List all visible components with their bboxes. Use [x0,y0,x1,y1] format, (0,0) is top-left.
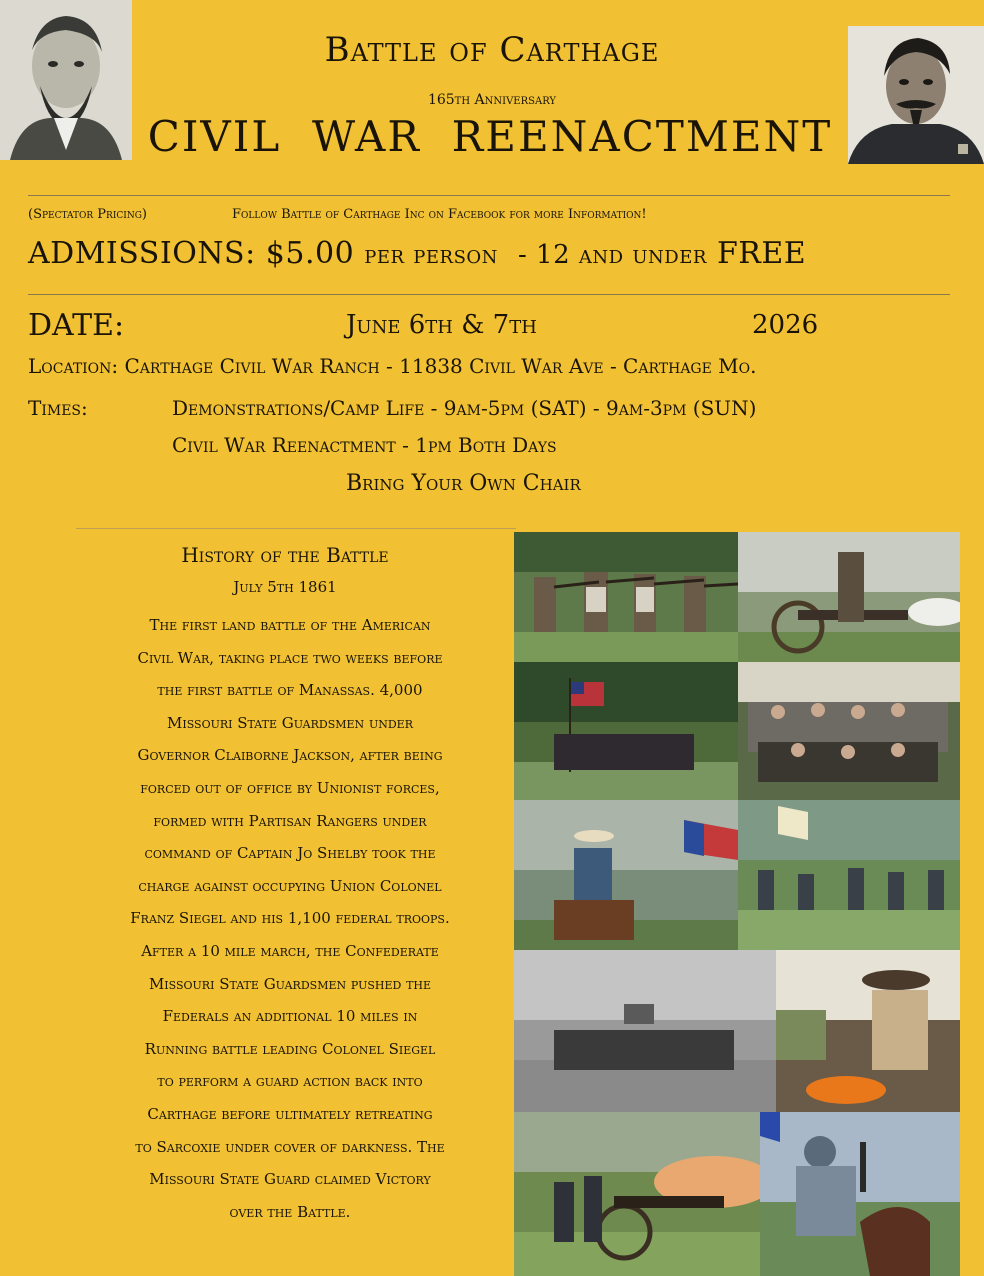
per-person-text: per person [364,240,498,270]
pricing-info-row [28,207,647,222]
history-line: After a 10 mile march, the Confederate [141,941,439,960]
spectator-pricing-label: (Spectator Pricing) [28,207,147,222]
photo-blacksmith [776,950,960,1112]
history-line: Carthage before ultimately retreating [147,1104,433,1123]
photo-infantry-firing [514,532,738,662]
history-line: Missouri State Guardsmen under [167,713,413,732]
history-line: The first land battle of the American [149,616,431,634]
bring-chair-note: Bring Your Own Chair [346,471,581,496]
history-line: Running battle leading Colonel Siegel [144,1039,436,1058]
history-line: Missouri State Guard claimed Victory [149,1170,431,1189]
history-line: to Sarcoxie under cover of darkness. The [135,1137,445,1156]
history-line: forced out of office by Unionist forces, [140,778,440,797]
history-line: the first battle of Manassas. 4,000 [157,681,423,700]
event-title-top: Battle of Carthage [324,30,660,70]
location-line: Location: Carthage Civil War Ranch - 11838 Civil War Ave - Carthage Mo. [28,354,757,378]
history-line: over the Battle. [229,1202,351,1221]
photo-mounted-officer [514,800,738,950]
date-value: June 6th & 7th [346,310,537,340]
divider-bottom [76,528,516,529]
photo-cannon-firing [514,1112,760,1276]
under-12-text: - 12 and under [518,240,707,270]
event-year: 2026 [752,310,819,340]
divider-top [28,195,950,196]
photo-group-portrait [738,662,960,800]
facebook-note: Follow Battle of Carthage Inc on Facebook for more Information! [232,207,647,222]
history-line: Missouri State Guardsmen pushed the [148,974,432,993]
times-label: Times: [28,396,88,420]
event-title-main: CIVIL WAR REENACTMENT [147,112,833,161]
history-line: to perform a guard action back into [157,1072,423,1091]
times-demonstrations: Demonstrations/Camp Life - 9am-5pm (SAT) - 9am-3pm (SUN) [172,396,757,420]
free-text: FREE [716,236,807,271]
times-reenactment: Civil War Reenactment - 1pm Both Days [172,433,557,457]
history-line: Federals an additional 10 miles in [162,1007,418,1026]
photo-cavalry-soldier [760,1112,960,1276]
admission-price: $5.00 [265,236,355,271]
photo-flag-troops [514,662,738,800]
divider-middle [28,294,950,295]
history-line: Governor Claiborne Jackson, after being [137,746,443,765]
history-line: Franz Siegel and his 1,100 federal troops. [130,909,450,928]
history-line: command of Captain Jo Shelby took the [144,844,436,863]
admissions-label: ADMISSIONS: [28,236,256,271]
photo-cannon-smoke [738,532,960,662]
history-title: History of the Battle [181,543,389,567]
photo-battle-field [738,800,960,950]
history-date: July 5th 1861 [233,578,337,596]
history-line: charge against occupying Union Colonel [138,876,442,895]
history-text [70,609,510,1228]
date-label: DATE: [28,308,125,343]
anniversary-subtitle: 165th Anniversary [427,92,557,108]
admissions-line [28,236,806,271]
portrait-left-image [0,0,132,160]
photo-black-white-battle [514,950,776,1112]
history-line: formed with Partisan Rangers under [153,811,427,830]
history-line: Civil War, taking place two weeks before [137,648,443,667]
